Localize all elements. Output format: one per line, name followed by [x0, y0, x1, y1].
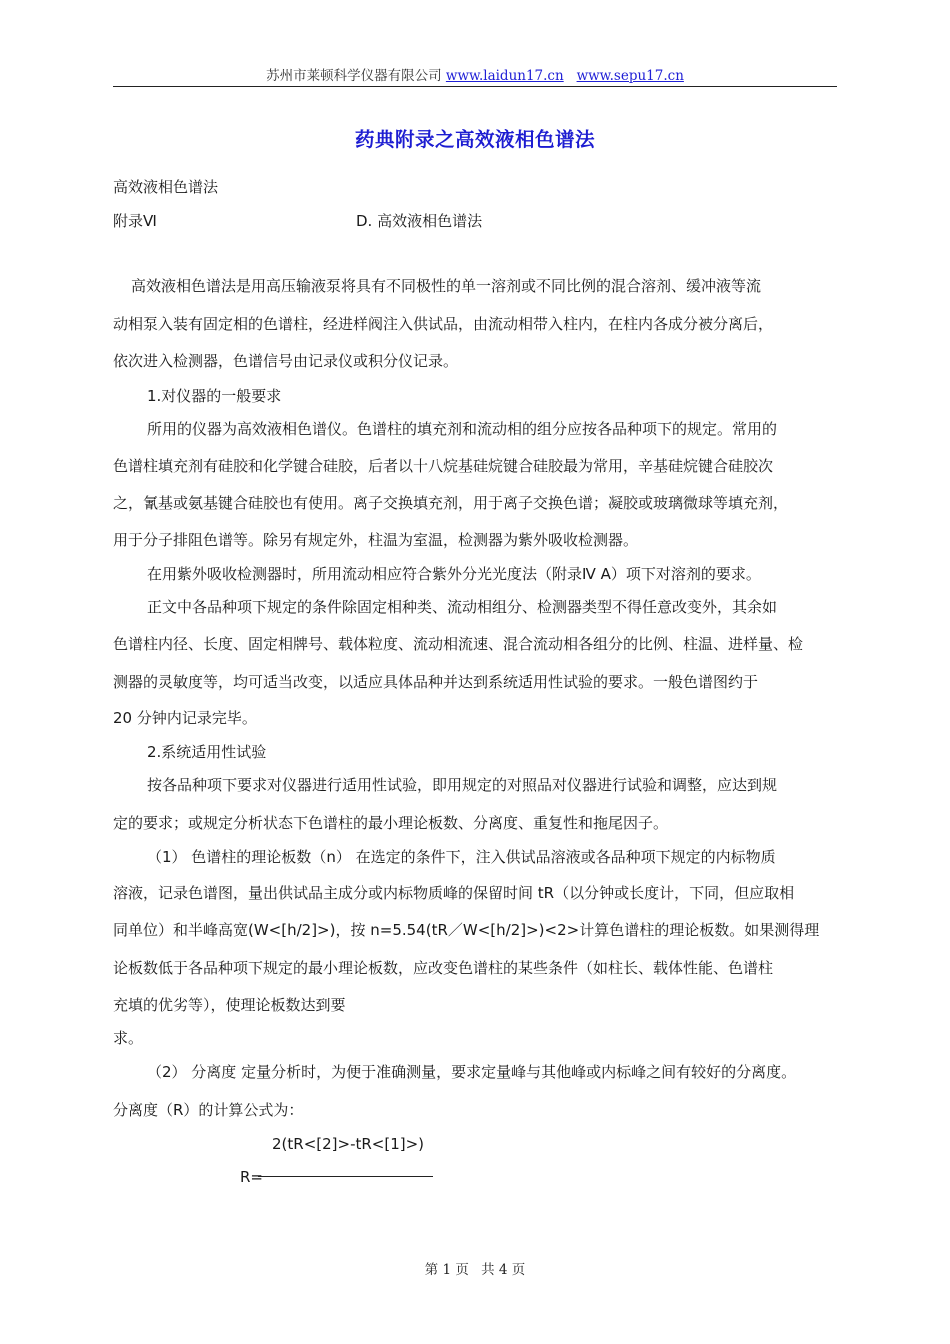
body-line: 高效液相色谱法是用高压输液泵将具有不同极性的单一溶剂或不同比例的混合溶剂、缓冲液等流	[131, 277, 762, 295]
body-line: （2） 分离度 定量分析时，为便于准确测量，要求定量峰与其他峰或内标峰之间有较好的分离度。	[147, 1063, 797, 1081]
formula-numerator: 2(tR<[2]>-tR<[1]>)	[272, 1135, 425, 1153]
website-link-laidun[interactable]: www.laidun17.cn	[445, 68, 564, 84]
page-footer	[0, 1258, 950, 1278]
body-line: 用于分子排阻色谱等。除另有规定外，柱温为室温，检测器为紫外吸收检测器。	[113, 531, 639, 549]
body-line: 在用紫外吸收检测器时，所用流动相应符合紫外分光光度法（附录Ⅳ A）项下对溶剂的要求。	[147, 565, 761, 583]
document-title: 药典附录之高效液相色谱法	[354, 128, 595, 151]
body-line: （1） 色谱柱的理论板数（n） 在选定的条件下，注入供试品溶液或各品种项下规定的内标物质	[147, 848, 776, 866]
page-header	[113, 64, 837, 87]
body-line: 按各品种项下要求对仪器进行适用性试验，即用规定的对照品对仪器进行试验和调整，应达到规	[147, 776, 778, 794]
body-line: 正文中各品种项下规定的条件除固定相种类、流动相组分、检测器类型不得任意改变外，其余如	[147, 598, 778, 616]
appendix-label: 附录Ⅵ	[113, 212, 157, 230]
body-line: 测器的灵敏度等，均可适当改变，以适应具体品种并达到系统适用性试验的要求。一般色谱图约于	[113, 673, 759, 691]
body-line: 分离度（R）的计算公式为：	[113, 1101, 304, 1119]
section-name: 高效液相色谱法	[113, 178, 219, 196]
body-line: 动相泵入装有固定相的色谱柱，经进样阀注入供试品，由流动相带入柱内，在柱内各成分被分离后，	[113, 315, 774, 333]
body-line: 溶液，记录色谱图，量出供试品主成分或内标物质峰的保留时间 tR（以分钟或长度计，下同，但应取相	[113, 884, 795, 902]
body-line: 依次进入检测器，色谱信号由记录仪或积分仪记录。	[113, 352, 459, 370]
company-name: 苏州市莱顿科学仪器有限公司	[266, 68, 442, 84]
body-line: 所用的仪器为高效液相色谱仪。色谱柱的填充剂和流动相的组分应按各品种项下的规定。常用的	[147, 420, 778, 438]
subsection-heading: 2.系统适用性试验	[147, 743, 267, 761]
body-line: 之，氰基或氨基键合硅胶也有使用。离子交换填充剂，用于离子交换色谱；凝胶或玻璃微球等填充剂，	[113, 494, 789, 512]
page-number: 第 1 页	[424, 1262, 469, 1278]
body-line: 论板数低于各品种项下规定的最小理论板数，应改变色谱柱的某些条件（如柱长、载体性能、色谱柱	[113, 959, 774, 977]
page-total: 共 4 页	[481, 1262, 526, 1278]
body-line: 20 分钟内记录完毕。	[113, 709, 257, 727]
body-line: 同单位）和半峰高宽(W<[h/2]>)，按 n=5.54(tR／W<[h/2]>)<2>计算色谱柱的理论板数。如果测得理	[113, 921, 820, 939]
subsection-heading: 1.对仪器的一般要求	[147, 387, 282, 405]
website-link-sepu[interactable]: www.sepu17.cn	[576, 68, 684, 84]
formula-lhs: R=	[240, 1168, 263, 1186]
body-line: 求。	[113, 1029, 144, 1047]
body-line: 色谱柱填充剂有硅胶和化学键合硅胶，后者以十八烷基硅烷键合硅胶最为常用，辛基硅烷键合硅胶次	[113, 457, 774, 475]
appendix-title: D. 高效液相色谱法	[356, 212, 483, 230]
body-line: 色谱柱内径、长度、固定相牌号、载体粒度、流动相流速、混合流动相各组分的比例、柱温、进样量、检	[113, 635, 804, 653]
body-line: 定的要求；或规定分析状态下色谱柱的最小理论板数、分离度、重复性和拖尾因子。	[113, 814, 669, 832]
formula-fraction-bar	[258, 1176, 433, 1177]
body-line: 充填的优劣等），使理论板数达到要	[113, 996, 346, 1014]
